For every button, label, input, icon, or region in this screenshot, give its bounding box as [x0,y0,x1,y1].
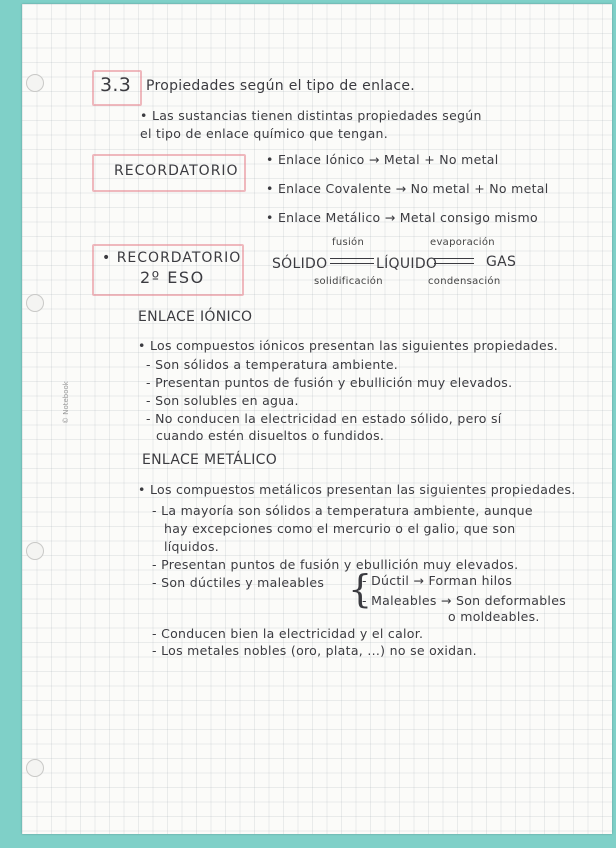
metallic-intro: • Los compuestos metálicos presentan las siguientes propiedades. [138,482,576,497]
ionic-item: - Son solubles en agua. [146,393,299,408]
binder-hole [26,74,44,92]
maleable-line: - Maleables → Son deformables [362,593,566,608]
arrow-solidification [330,263,374,264]
ionic-item: - Son sólidos a temperatura ambiente. [146,357,399,372]
side-mark: © Notebook [62,381,70,424]
metallic-item: - La mayoría son sólidos a temperatura ambiente, aunque [152,503,533,518]
binder-hole [26,294,44,312]
arrow-fusion [330,258,374,259]
state-gas: GAS [486,254,517,270]
metallic-item: - Presentan puntos de fusión y ebullición muy elevados. [152,557,519,572]
binder-hole [26,759,44,777]
ionic-heading: ENLACE IÓNICO [138,309,253,325]
intro-line-2: el tipo de enlace químico que tengan. [140,126,389,141]
arrow-evaporation [434,258,474,259]
brace: { [348,567,373,611]
label-condensacion: condensación [428,276,501,287]
metallic-heading: ENLACE METÁLICO [142,452,278,468]
metallic-item: - Los metales nobles (oro, plata, ...) no se oxidan. [152,643,477,658]
recordatorio-label: RECORDATORIO [114,163,239,179]
state-solid: SÓLIDO [272,256,328,272]
recordatorio-2-label: • RECORDATORIO [102,250,242,266]
recordatorio-2-grade: 2º ESO [140,268,205,287]
metallic-item: - Conducen bien la electricidad y el calor. [152,626,424,641]
bond-type-covalent: • Enlace Covalente → No metal + No metal [266,181,549,196]
arrow-condensation [434,263,474,264]
label-solidificacion: solidificación [314,276,383,287]
metallic-item: - Son dúctiles y maleables [152,575,325,590]
ionic-intro: • Los compuestos iónicos presentan las siguientes propiedades. [138,338,559,353]
intro-line-1: • Las sustancias tienen distintas propiedades según [140,108,482,123]
bond-type-metallic: • Enlace Metálico → Metal consigo mismo [266,210,538,225]
label-fusion: fusión [332,237,365,248]
metallic-item-cont: líquidos. [164,539,220,554]
ductil-line: - Dúctil → Forman hilos [362,573,513,588]
label-evaporacion: evaporación [430,237,495,248]
ionic-item: - Presentan puntos de fusión y ebullición muy elevados. [146,375,513,390]
state-liquid: LÍQUIDO [376,256,438,272]
bond-type-ionic: • Enlace Iónico → Metal + No metal [266,152,499,167]
metallic-item-cont: hay excepciones como el mercurio o el galio, que son [164,521,516,536]
binder-hole [26,542,44,560]
notebook-page [22,4,612,834]
section-number: 3.3 [100,74,132,96]
ionic-item-cont: cuando estén disueltos o fundidos. [156,428,385,443]
maleable-line-2: o moldeables. [448,609,540,624]
section-title: Propiedades según el tipo de enlace. [146,78,415,94]
ionic-item: - No conducen la electricidad en estado sólido, pero sí [146,411,502,426]
